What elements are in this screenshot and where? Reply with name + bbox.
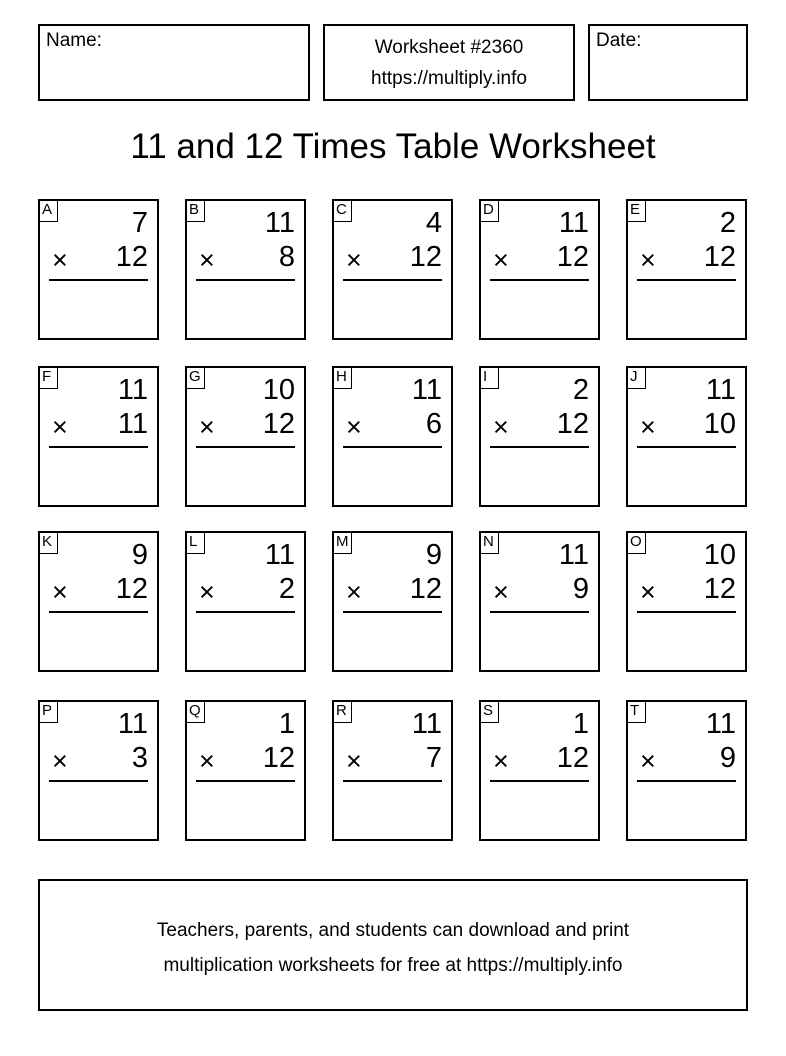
problem-card[interactable] [38, 199, 159, 340]
footer-line-2: multiplication worksheets for free at https://multiply.info [163, 955, 623, 976]
multiplier: 12 [262, 408, 295, 440]
answer-line [637, 780, 736, 782]
answer-line [196, 611, 295, 613]
times-sign: × [493, 577, 509, 607]
times-sign: × [199, 412, 215, 442]
multiplier: 6 [425, 408, 442, 440]
problem-card[interactable] [332, 700, 453, 841]
problem-card[interactable] [479, 199, 600, 340]
multiplicand: 1 [278, 708, 295, 740]
multiplicand: 11 [705, 374, 736, 406]
problem-card[interactable] [185, 531, 306, 672]
answer-line [490, 780, 589, 782]
problem-letter: O [626, 531, 646, 554]
answer-line [196, 279, 295, 281]
problem-card[interactable] [626, 366, 747, 507]
problem-letter: R [332, 700, 352, 723]
footer-line-1: Teachers, parents, and students can download and print [156, 920, 630, 941]
multiplier: 12 [556, 241, 589, 273]
multiplier: 10 [703, 408, 736, 440]
multiplier: 2 [278, 573, 295, 605]
times-sign: × [346, 245, 362, 275]
problem-letter: M [332, 531, 352, 554]
times-sign: × [346, 746, 362, 776]
times-sign: × [199, 577, 215, 607]
multiplier: 12 [115, 241, 148, 273]
multiplicand: 4 [425, 207, 442, 239]
times-sign: × [199, 245, 215, 275]
multiplicand: 10 [262, 374, 295, 406]
problem-card[interactable] [332, 199, 453, 340]
page-title: 11 and 12 Times Table Worksheet [130, 127, 656, 166]
multiplier: 12 [703, 573, 736, 605]
times-sign: × [52, 746, 68, 776]
multiplier: 9 [572, 573, 589, 605]
problem-card[interactable] [479, 366, 600, 507]
multiplier: 12 [556, 742, 589, 774]
problem-letter: C [332, 199, 352, 222]
answer-line [637, 446, 736, 448]
answer-line [490, 446, 589, 448]
times-sign: × [640, 746, 656, 776]
times-sign: × [640, 245, 656, 275]
problem-letter: J [626, 366, 646, 389]
problem-card[interactable] [38, 531, 159, 672]
problem-letter: P [38, 700, 58, 723]
answer-line [490, 279, 589, 281]
multiplicand: 11 [117, 374, 148, 406]
times-sign: × [640, 577, 656, 607]
answer-line [49, 446, 148, 448]
answer-line [49, 780, 148, 782]
multiplicand: 2 [572, 374, 589, 406]
times-sign: × [493, 245, 509, 275]
multiplier: 11 [117, 408, 148, 440]
problem-card[interactable] [479, 700, 600, 841]
multiplier: 12 [409, 241, 442, 273]
problem-letter: A [38, 199, 58, 222]
answer-line [343, 780, 442, 782]
problem-letter: T [626, 700, 646, 723]
answer-line [343, 279, 442, 281]
problem-letter: K [38, 531, 58, 554]
problem-letter: B [185, 199, 205, 222]
answer-line [343, 611, 442, 613]
multiplicand: 11 [264, 539, 295, 571]
answer-line [49, 611, 148, 613]
multiplier: 3 [131, 742, 148, 774]
date-label: Date: [596, 30, 642, 51]
answer-line [490, 611, 589, 613]
times-sign: × [52, 412, 68, 442]
times-sign: × [52, 245, 68, 275]
multiplier: 12 [703, 241, 736, 273]
problem-card[interactable] [38, 700, 159, 841]
multiplicand: 7 [131, 207, 148, 239]
problem-letter: D [479, 199, 499, 222]
problem-letter: H [332, 366, 352, 389]
multiplier: 7 [425, 742, 442, 774]
problem-card[interactable] [185, 199, 306, 340]
problem-letter: S [479, 700, 499, 723]
footer-note [38, 879, 748, 1011]
multiplicand: 11 [117, 708, 148, 740]
site-url: https://multiply.info [371, 68, 527, 89]
problem-letter: G [185, 366, 205, 389]
multiplier: 8 [278, 241, 295, 273]
times-sign: × [346, 577, 362, 607]
multiplicand: 10 [703, 539, 736, 571]
answer-line [49, 279, 148, 281]
multiplier: 12 [115, 573, 148, 605]
multiplier: 12 [409, 573, 442, 605]
multiplier: 9 [719, 742, 736, 774]
multiplicand: 11 [705, 708, 736, 740]
multiplicand: 9 [425, 539, 442, 571]
answer-line [196, 780, 295, 782]
problem-card[interactable] [332, 366, 453, 507]
name-label: Name: [46, 30, 102, 51]
problem-letter: Q [185, 700, 205, 723]
problem-card[interactable] [626, 199, 747, 340]
problem-card[interactable] [185, 366, 306, 507]
multiplicand: 11 [411, 708, 442, 740]
times-sign: × [493, 746, 509, 776]
multiplier: 12 [556, 408, 589, 440]
answer-line [637, 611, 736, 613]
problem-letter: L [185, 531, 205, 554]
multiplicand: 11 [264, 207, 295, 239]
times-sign: × [52, 577, 68, 607]
multiplier: 12 [262, 742, 295, 774]
problem-card[interactable] [332, 531, 453, 672]
answer-line [637, 279, 736, 281]
times-sign: × [346, 412, 362, 442]
answer-line [343, 446, 442, 448]
problem-card[interactable] [479, 531, 600, 672]
problem-card[interactable] [38, 366, 159, 507]
worksheet-id: Worksheet #2360 [374, 37, 524, 58]
multiplicand: 11 [558, 207, 589, 239]
multiplicand: 2 [719, 207, 736, 239]
problem-letter: F [38, 366, 58, 389]
problem-card[interactable] [626, 700, 747, 841]
times-sign: × [493, 412, 509, 442]
multiplicand: 1 [572, 708, 589, 740]
problem-letter: E [626, 199, 646, 222]
problem-card[interactable] [626, 531, 747, 672]
multiplicand: 11 [558, 539, 589, 571]
answer-line [196, 446, 295, 448]
problem-letter: I [479, 366, 499, 389]
problem-card[interactable] [185, 700, 306, 841]
times-sign: × [640, 412, 656, 442]
multiplicand: 9 [131, 539, 148, 571]
problem-letter: N [479, 531, 499, 554]
multiplicand: 11 [411, 374, 442, 406]
times-sign: × [199, 746, 215, 776]
